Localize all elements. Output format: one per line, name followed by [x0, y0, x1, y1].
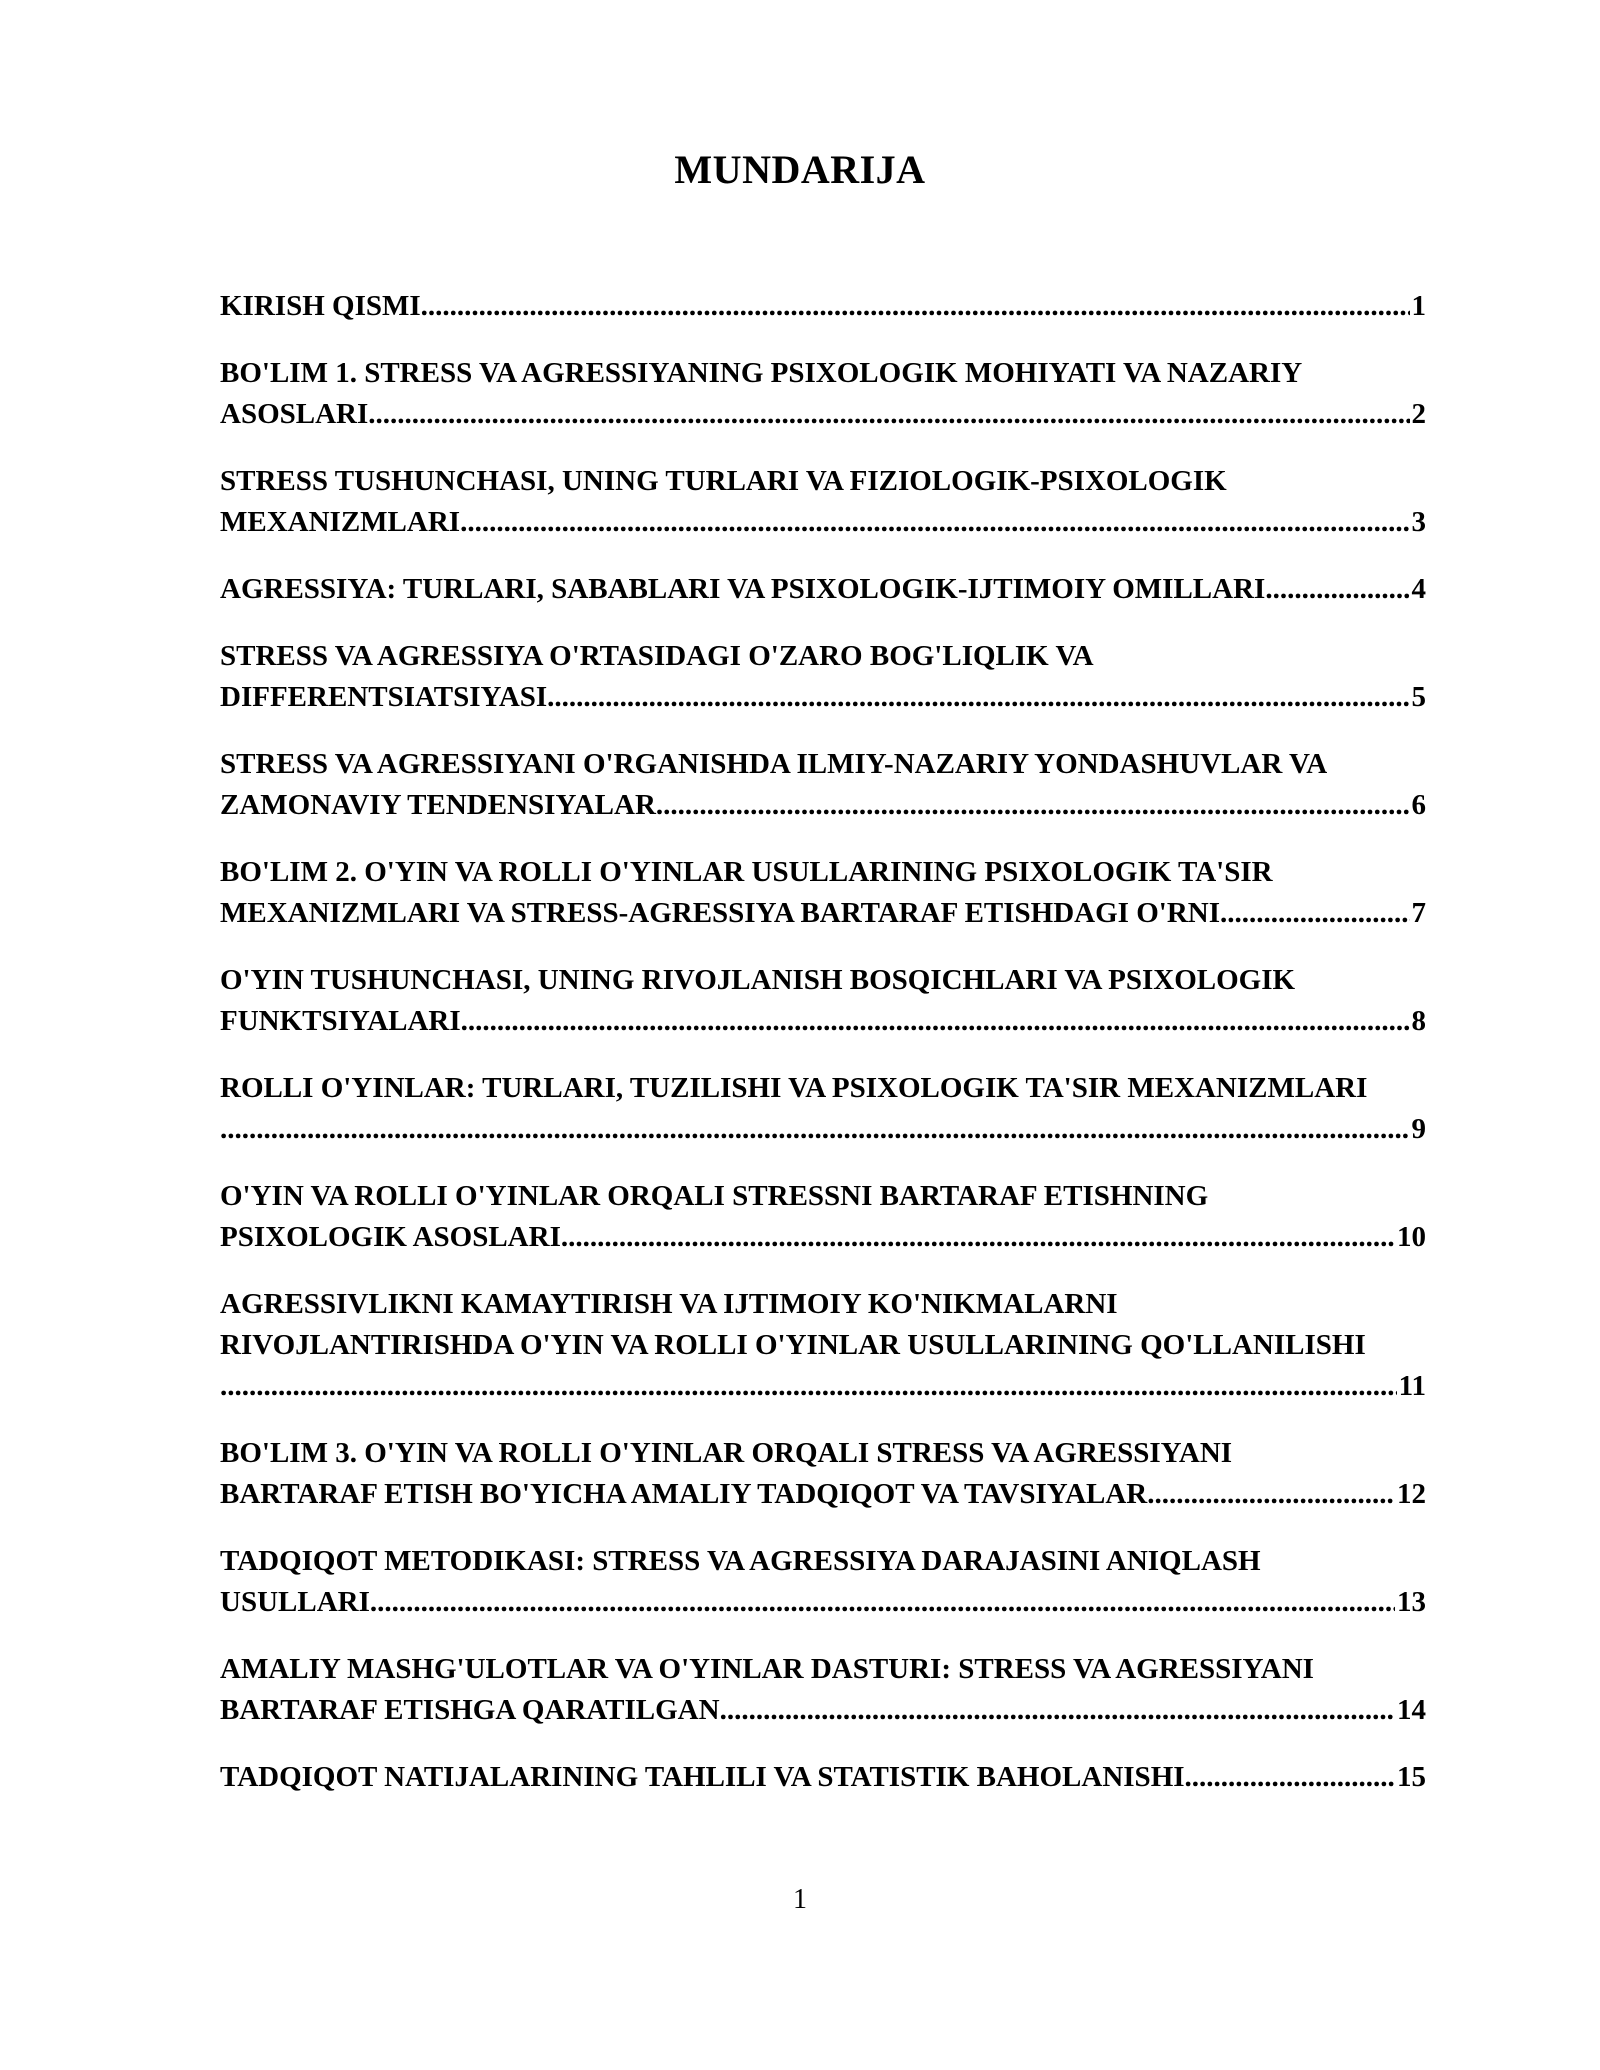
dot-leader — [461, 1001, 1410, 1042]
toc-entry-title-line: KIRISH QISMI — [220, 290, 421, 322]
toc-entry[interactable] — [220, 636, 1426, 718]
toc-entry[interactable] — [220, 852, 1426, 934]
toc-entry-leader-line — [220, 1366, 1426, 1407]
toc-entry-leader-line — [220, 502, 1426, 543]
toc-entry-title-line: O'YIN TUSHUNCHASI, UNING RIVOJLANISH BOSQICHLARI VA PSIXOLOGIK — [220, 964, 1296, 996]
toc-page-number: 10 — [1397, 1221, 1426, 1253]
toc-entry-leader-line — [220, 893, 1426, 934]
table-of-contents — [220, 286, 1426, 1824]
dot-leader — [656, 785, 1410, 826]
toc-entry[interactable] — [220, 1541, 1426, 1623]
toc-entry-leader-line — [220, 1001, 1426, 1042]
toc-entry-leader-line — [220, 1757, 1426, 1798]
toc-page-number: 9 — [1411, 1113, 1426, 1145]
toc-page-number: 1 — [1411, 290, 1426, 322]
toc-entry-leader-line — [220, 286, 1426, 327]
toc-entry-title-line: BARTARAF ETISH BO'YICHA AMALIY TADQIQOT VA TAVSIYALAR — [220, 1478, 1148, 1510]
toc-entry[interactable] — [220, 1757, 1426, 1798]
dot-leader — [460, 502, 1409, 543]
toc-entry[interactable] — [220, 1649, 1426, 1731]
toc-entry-title-line: BO'LIM 1. STRESS VA AGRESSIYANING PSIXOLOGIK MOHIYATI VA NAZARIY — [220, 357, 1303, 389]
toc-page-number: 3 — [1411, 506, 1426, 538]
toc-entry[interactable] — [220, 1284, 1426, 1407]
toc-page-number: 8 — [1411, 1005, 1426, 1037]
toc-entry-title-line: DIFFERENTSIATSIYASI — [220, 681, 548, 713]
toc-entry-leader-line — [220, 394, 1426, 435]
toc-entry[interactable] — [220, 1068, 1426, 1150]
toc-entry-leader-line — [220, 1109, 1426, 1150]
toc-page-number: 14 — [1397, 1694, 1426, 1726]
toc-page-number: 4 — [1411, 573, 1426, 605]
toc-entry-title-line: STRESS TUSHUNCHASI, UNING TURLARI VA FIZIOLOGIK-PSIXOLOGIK — [220, 465, 1227, 497]
toc-entry-title-line: STRESS VA AGRESSIYA O'RTASIDAGI O'ZARO BOG'LIQLIK VA — [220, 640, 1094, 672]
page-number: 1 — [793, 1884, 807, 1915]
toc-entry-title-line: TADQIQOT METODIKASI: STRESS VA AGRESSIYA DARAJASINI ANIQLASH — [220, 1545, 1261, 1577]
toc-entry-title-line: RIVOJLANTIRISHDA O'YIN VA ROLLI O'YINLAR USULLARINING QO'LLANILISHI — [220, 1329, 1366, 1361]
toc-entry-leader-line — [220, 569, 1426, 610]
toc-entry-leader-line — [220, 1217, 1426, 1258]
toc-entry-title-line: MEXANIZMLARI — [220, 506, 461, 538]
toc-page-number: 15 — [1397, 1761, 1426, 1793]
dot-leader — [368, 394, 1409, 435]
toc-page-number: 12 — [1397, 1478, 1426, 1510]
toc-entry-title-line: BO'LIM 3. O'YIN VA ROLLI O'YINLAR ORQALI STRESS VA AGRESSIYANI — [220, 1437, 1233, 1469]
toc-page-number: 13 — [1397, 1586, 1426, 1618]
toc-entry[interactable] — [220, 353, 1426, 435]
toc-entry-leader-line — [220, 1582, 1426, 1623]
toc-entry-title-line: BO'LIM 2. O'YIN VA ROLLI O'YINLAR USULLARINING PSIXOLOGIK TA'SIR — [220, 856, 1273, 888]
toc-entry-leader-line — [220, 677, 1426, 718]
toc-entry-leader-line — [220, 785, 1426, 826]
toc-entry-leader-line — [220, 1690, 1426, 1731]
toc-entry-title-line: ASOSLARI — [220, 398, 369, 430]
dot-leader — [720, 1690, 1395, 1731]
toc-entry[interactable] — [220, 461, 1426, 543]
dot-leader — [220, 1366, 1397, 1407]
toc-page-number: 11 — [1398, 1370, 1426, 1402]
dot-leader — [421, 286, 1410, 327]
toc-entry-title-line: PSIXOLOGIK ASOSLARI — [220, 1221, 561, 1253]
toc-entry[interactable] — [220, 1176, 1426, 1258]
toc-page-number: 7 — [1411, 897, 1426, 929]
toc-page-number: 6 — [1411, 789, 1426, 821]
toc-entry[interactable] — [220, 286, 1426, 327]
dot-leader — [370, 1582, 1395, 1623]
toc-entry-title-line: STRESS VA AGRESSIYANI O'RGANISHDA ILMIY-NAZARIY YONDASHUVLAR VA — [220, 748, 1328, 780]
toc-page-number: 5 — [1411, 681, 1426, 713]
toc-entry-title-line: AMALIY MASHG'ULOTLAR VA O'YINLAR DASTURI: STRESS VA AGRESSIYANI — [220, 1653, 1314, 1685]
toc-entry-title-line: ZAMONAVIY TENDENSIYALAR — [220, 789, 656, 821]
toc-entry-title-line: O'YIN VA ROLLI O'YINLAR ORQALI STRESSNI BARTARAF ETISHNING — [220, 1180, 1209, 1212]
toc-entry-title-line: BARTARAF ETISHGA QARATILGAN — [220, 1694, 720, 1726]
toc-page-number: 2 — [1411, 398, 1426, 430]
dot-leader — [220, 1109, 1410, 1150]
toc-entry-title-line: FUNKTSIYALARI — [220, 1005, 461, 1037]
dot-leader — [547, 677, 1409, 718]
toc-entry-leader-line — [220, 1474, 1426, 1515]
toc-entry-title-line: USULLARI — [220, 1586, 370, 1618]
toc-entry[interactable] — [220, 569, 1426, 610]
toc-entry-title-line: MEXANIZMLARI VA STRESS-AGRESSIYA BARTARAF ETISHDAGI O'RNI — [220, 897, 1220, 929]
toc-entry[interactable] — [220, 744, 1426, 826]
dot-leader — [561, 1217, 1395, 1258]
dot-leader — [1265, 569, 1409, 610]
page-title: MUNDARIJA — [674, 147, 926, 192]
toc-entry[interactable] — [220, 960, 1426, 1042]
dot-leader — [1220, 893, 1410, 934]
dot-leader — [1147, 1474, 1395, 1515]
toc-entry[interactable] — [220, 1433, 1426, 1515]
toc-entry-title-line: ROLLI O'YINLAR: TURLARI, TUZILISHI VA PSIXOLOGIK TA'SIR MEXANIZMLARI — [220, 1072, 1368, 1104]
toc-entry-title-line: AGRESSIYA: TURLARI, SABABLARI VA PSIXOLOGIK-IJTIMOIY OMILLARI — [220, 573, 1266, 605]
toc-entry-title-line: AGRESSIVLIKNI KAMAYTIRISH VA IJTIMOIY KO'NIKMALARNI — [220, 1288, 1118, 1320]
dot-leader — [1185, 1757, 1395, 1798]
toc-entry-title-line: TADQIQOT NATIJALARINING TAHLILI VA STATISTIK BAHOLANISHI — [220, 1761, 1185, 1793]
